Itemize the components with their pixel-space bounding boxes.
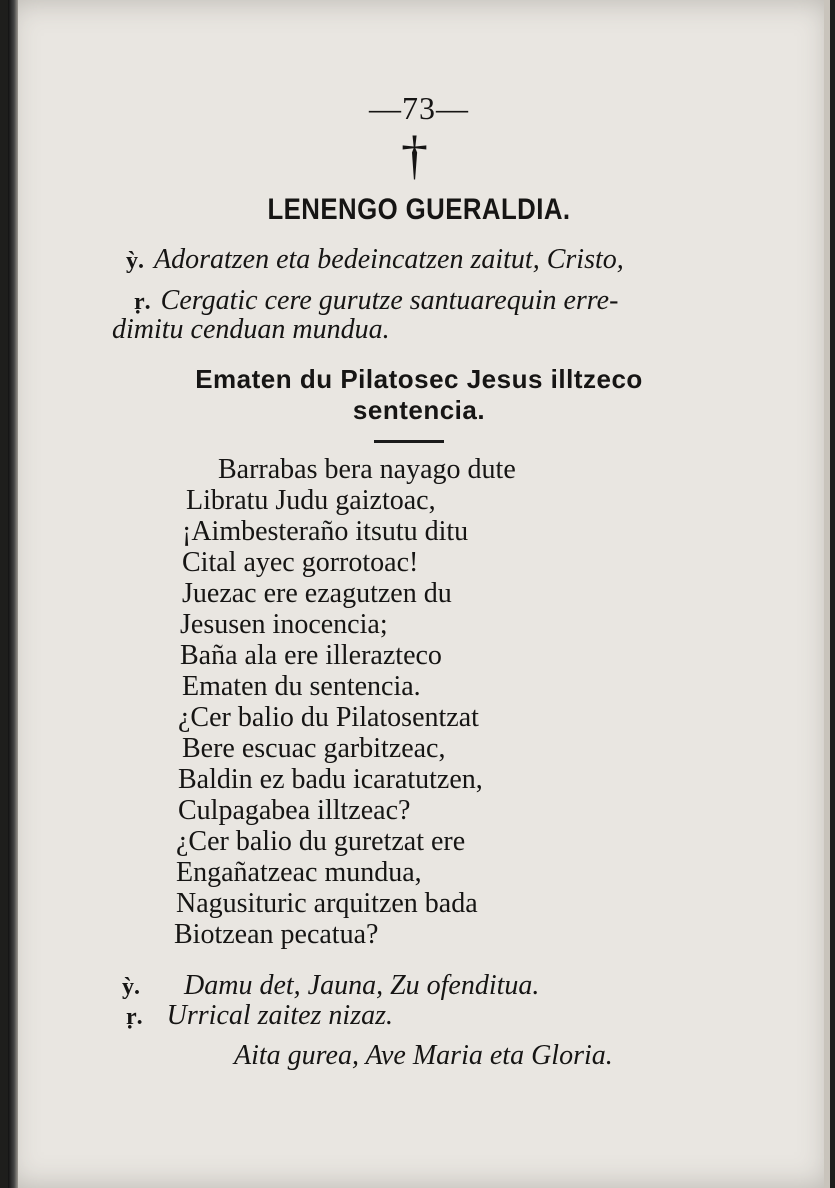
page-title: LENENGO GUERALDIA.	[267, 193, 571, 226]
closing-versicle	[122, 970, 539, 1002]
verse-line: ¿Cer balio du guretzat ere	[176, 826, 466, 857]
cross-icon: †	[401, 125, 428, 185]
verse-line: ¡Aimbesteraño itsutu ditu	[182, 516, 469, 547]
opening-response-text: Cergatic cere gurutze santuarequin erre-	[160, 285, 619, 316]
station-heading-line1: Ematen du Pilatosec Jesus illtzeco	[195, 364, 643, 394]
verse-line: Baña ala ere illerazteco	[180, 640, 442, 671]
hymn-verses	[174, 454, 516, 950]
opening-versicle-text: Adoratzen eta bedeincatzen zaitut, Cristo,	[154, 244, 624, 275]
verse-line: Ematen du sentencia.	[182, 671, 421, 702]
verse-line: Engañatzeac mundua,	[176, 857, 422, 888]
closing-versicle-text: Damu det, Jauna, Zu ofenditua.	[184, 970, 540, 1001]
response-symbol: ṛ.	[126, 1004, 143, 1030]
closing-response-text: Urrical zaitez nizaz.	[166, 1000, 394, 1031]
verse-line: ¿Cer balio du Pilatosentzat	[178, 702, 479, 733]
page-edge	[824, 0, 830, 1188]
response-symbol: ṛ.	[134, 289, 151, 315]
opening-response-continued: dimitu cenduan mundua.	[112, 314, 390, 345]
section-divider	[374, 440, 444, 443]
book-gutter	[8, 0, 18, 1188]
verse-line: Libratu Judu gaiztoac,	[186, 485, 436, 516]
closing-response	[126, 1000, 393, 1032]
verse-line: Culpagabea illtzeac?	[178, 795, 411, 826]
verse-line: Juezac ere ezagutzen du	[182, 578, 452, 609]
verse-line: Nagusituric arquitzen bada	[176, 888, 478, 919]
verse-line: Jesusen inocencia;	[180, 609, 388, 640]
verse-line: Baldin ez badu icaratutzen,	[178, 764, 483, 795]
verse-line: Bere escuac garbitzeac,	[182, 733, 446, 764]
verse-line: Cital ayec gorrotoac!	[182, 547, 419, 578]
versicle-symbol: ỳ.	[126, 248, 144, 274]
station-heading-line2: sentencia.	[352, 395, 486, 425]
opening-response	[134, 285, 618, 317]
verse-line: Barrabas bera nayago dute	[218, 454, 516, 485]
opening-versicle	[126, 244, 624, 276]
versicle-symbol: ỳ.	[122, 974, 140, 1000]
book-page	[8, 0, 830, 1188]
closing-prayer: Aita gurea, Ave Maria eta Gloria.	[234, 1040, 613, 1071]
verse-line: Biotzean pecatua?	[174, 919, 379, 950]
page-number: —73—	[369, 90, 469, 126]
